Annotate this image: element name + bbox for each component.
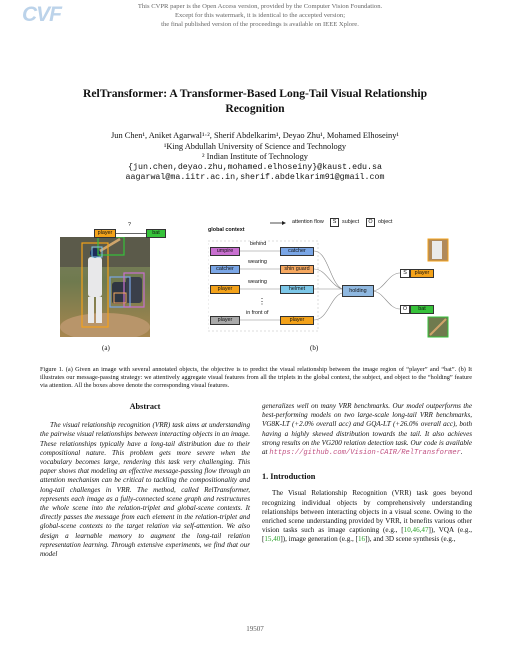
email-line-1[interactable]: {jun.chen,deyao.zhu,mohamed.elhoseiny}@kaust.edu.sa bbox=[128, 162, 382, 172]
affiliation-2: ² Indian Institute of Technology bbox=[202, 152, 308, 161]
abstract-text: The visual relationship recognition (VRR) task aims at understanding the pairwise visual relationships between interacting objects in an image. These relationships typically have a long-tail distribution due to their compositional nature. This problem gets more severe when the vocabulary becomes large, rendering this task very challenging. This paper shows that modeling an effective message-passing flow through an attention mechanism can be critical to tackling the compositionality and long-tail challenges in VRR. The method, called RelTransformer, represents each image as a fully-connected scene graph and restructures the whole scene into the relation-triplet and global-scene contexts. It directly passes the message from each element in the relation-triplet and global-scene contexts to the target relation via self-attention. We also design a learnable memory to augment the long-tail relation representation learning. Through extensive experiments, we find that our model bbox=[40, 421, 250, 559]
pred-behind: behind bbox=[250, 241, 267, 247]
intro-heading: 1. Introduction bbox=[262, 472, 316, 482]
affiliation-1: ¹King Abdullah University of Science and Technology bbox=[163, 141, 347, 151]
legend-o-box: O bbox=[366, 218, 375, 227]
panel-a-label: (a) bbox=[102, 344, 110, 352]
citation-link[interactable]: 10,46,47 bbox=[403, 526, 429, 535]
right-column bbox=[262, 402, 472, 545]
subject-tag: S bbox=[400, 269, 410, 278]
intro-text-part: The Visual Relationship Recognition (VRR) task goes beyond recognizing individual objects by comprehensively understanding relationships between interacting objects in a visual scene. Owing to the enriched scene understanding provided by VRR, it benefits various other vision tasks such as image captioning (e.g., [ bbox=[262, 489, 472, 535]
abstract-section bbox=[40, 402, 250, 559]
label-player: player bbox=[94, 229, 116, 238]
node-player: player bbox=[280, 316, 314, 325]
node-holding: holding bbox=[342, 285, 374, 297]
figure-caption: Figure 1. (a) Given an image with several annotated objects, the objective is to predict the visual relationship between the image region of “player” and “bat”. (b) It illustrates our message-passing strategy: we attentively aggregate visual features from all the triplets in the global context, the subject, and object to the “holding” feature via attention. All the boxes above denote the corresponding visual features. bbox=[40, 366, 472, 390]
page-number: 19507 bbox=[246, 625, 264, 633]
abstract-heading: Abstract bbox=[129, 402, 161, 411]
abstract-continued-text: generalizes well on many VRR benchmarks. Our model outperforms the best-performing models on two large-scale long-tail VRR benchmarks, VG8K-LT (+2.0% overall acc) and GQA-LT (+26.0% overall acc), both having a highly skewed distribution towards the tail. It also achieves strong results on the VG200 relation detection task. Our code is available at bbox=[262, 402, 472, 457]
relation-arrow bbox=[116, 232, 146, 236]
notice-line: This CVPR paper is the Open Access version, provided by the Computer Vision Foundation. bbox=[137, 3, 383, 10]
object-tag: O bbox=[400, 305, 410, 314]
node-player: player bbox=[210, 285, 240, 294]
author-block bbox=[20, 131, 490, 184]
citation-link[interactable]: 16 bbox=[357, 535, 366, 544]
code-link[interactable]: https://github.com/Vision-CAIR/RelTransformer bbox=[269, 449, 461, 458]
object-bat: bat bbox=[410, 305, 434, 314]
node-helmet: helmet bbox=[280, 285, 314, 294]
citation-link[interactable]: 15,40 bbox=[264, 535, 281, 544]
legend-attention-flow: attention flow bbox=[292, 219, 324, 225]
paper-title bbox=[40, 86, 470, 116]
node-shin-guard: shin guard bbox=[280, 265, 314, 274]
subject-player: player bbox=[410, 269, 434, 278]
node-umpire: umpire bbox=[210, 247, 240, 256]
author-list: Jun Chen¹, Aniket Agarwal¹·², Sherif Abdelkarim¹, Deyao Zhu¹, Mohamed Elhoseiny¹ bbox=[111, 131, 399, 140]
legend-s-box: S bbox=[330, 218, 339, 227]
intro-text-part: ]), and 3D scene synthesis (e.g., bbox=[365, 535, 456, 544]
open-access-notice bbox=[110, 2, 410, 29]
panel-b-label: (b) bbox=[310, 344, 319, 352]
node-player-gray: player bbox=[210, 316, 240, 325]
notice-line: Except for this watermark, it is identical to the accepted version; bbox=[174, 12, 346, 19]
ellipsis: ⋮ bbox=[258, 297, 266, 306]
email-line-2[interactable]: aagarwal@ma.iitr.ac.in,sherif.abdelkarim91@gmail.com bbox=[125, 173, 385, 182]
period: . bbox=[460, 448, 463, 457]
node-catcher: catcher bbox=[280, 247, 314, 256]
global-context-label: global context bbox=[208, 227, 245, 233]
intro-text bbox=[262, 489, 472, 544]
notice-line: the final published version of the proceedings is available on IEEE Xplore. bbox=[161, 21, 359, 28]
title-line: Recognition bbox=[225, 102, 285, 115]
pred-wearing: wearing bbox=[248, 279, 267, 285]
figure-1 bbox=[60, 213, 470, 363]
legend-object: object bbox=[378, 219, 393, 225]
title-line: RelTransformer: A Transformer-Based Long-Tail Visual Relationship bbox=[82, 87, 428, 100]
node-catcher: catcher bbox=[210, 265, 240, 274]
message-passing-diagram bbox=[208, 213, 470, 343]
legend-subject: subject bbox=[342, 219, 360, 225]
abstract-continued bbox=[262, 402, 472, 458]
baseball-photo bbox=[60, 237, 150, 337]
label-bat: bat bbox=[146, 229, 166, 238]
pred-wearing: wearing bbox=[248, 259, 267, 265]
pred-in-front-of: in front of bbox=[246, 310, 269, 316]
intro-text-part: ]), image generation (e.g., [ bbox=[280, 535, 358, 544]
cvf-logo: CVF bbox=[22, 3, 61, 26]
question-mark: ? bbox=[128, 222, 131, 228]
intro-text-part: ]), VQA (e.g., [ bbox=[262, 526, 472, 544]
